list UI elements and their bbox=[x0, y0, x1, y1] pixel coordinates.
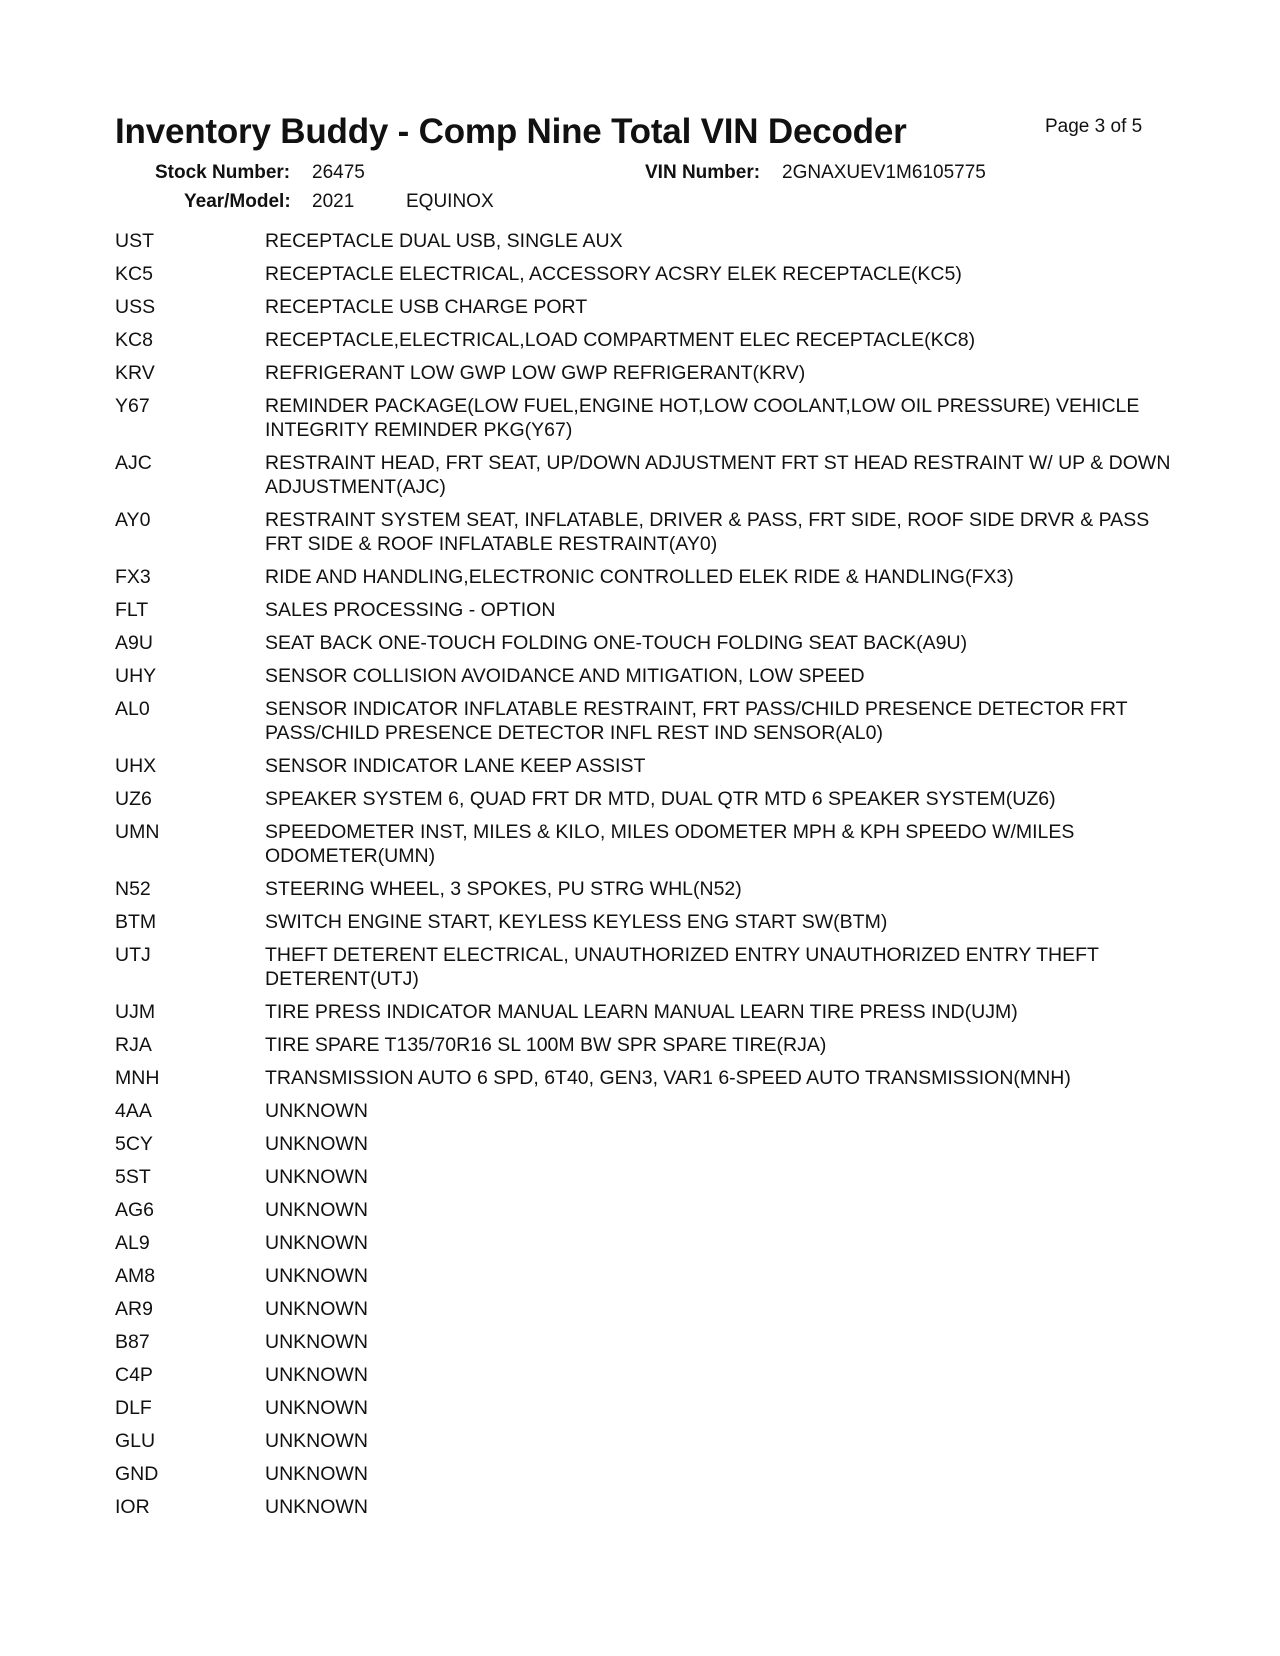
stock-number-value: 26475 bbox=[312, 162, 365, 183]
option-row bbox=[115, 910, 1175, 934]
year-value: 2021 bbox=[312, 191, 355, 212]
option-code: UTJ bbox=[115, 944, 151, 966]
option-description: UNKNOWN bbox=[265, 1100, 368, 1122]
option-description: THEFT DETERENT ELECTRICAL, UNAUTHORIZED ENTRY UNAUTHORIZED ENTRY THEFT DETERENT(UTJ) bbox=[265, 944, 1099, 990]
option-code: KC5 bbox=[115, 263, 153, 285]
option-code: AJC bbox=[115, 452, 152, 474]
option-description: UNKNOWN bbox=[265, 1430, 368, 1452]
option-row bbox=[115, 451, 1175, 499]
page-title: Inventory Buddy - Comp Nine Total VIN Decoder bbox=[115, 112, 907, 151]
option-row bbox=[115, 1033, 1175, 1057]
option-description: UNKNOWN bbox=[265, 1331, 368, 1353]
option-description: TRANSMISSION AUTO 6 SPD, 6T40, GEN3, VAR1 6-SPEED AUTO TRANSMISSION(MNH) bbox=[265, 1067, 1071, 1089]
option-code: KC8 bbox=[115, 329, 153, 351]
option-code: USS bbox=[115, 296, 156, 318]
option-description: UNKNOWN bbox=[265, 1463, 368, 1485]
option-row bbox=[115, 229, 1175, 253]
option-description: RECEPTACLE,ELECTRICAL,LOAD COMPARTMENT ELEC RECEPTACLE(KC8) bbox=[265, 329, 976, 351]
option-row bbox=[115, 1495, 1175, 1519]
option-description: UNKNOWN bbox=[265, 1496, 368, 1518]
option-row bbox=[115, 943, 1175, 991]
option-description: UNKNOWN bbox=[265, 1232, 368, 1254]
option-description: UNKNOWN bbox=[265, 1166, 368, 1188]
option-row bbox=[115, 1462, 1175, 1486]
option-description: UNKNOWN bbox=[265, 1265, 368, 1287]
option-description: SPEAKER SYSTEM 6, QUAD FRT DR MTD, DUAL QTR MTD 6 SPEAKER SYSTEM(UZ6) bbox=[265, 788, 1056, 810]
option-description: REFRIGERANT LOW GWP LOW GWP REFRIGERANT(KRV) bbox=[265, 362, 806, 384]
option-description: UNKNOWN bbox=[265, 1364, 368, 1386]
option-description: RESTRAINT HEAD, FRT SEAT, UP/DOWN ADJUSTMENT FRT ST HEAD RESTRAINT W/ UP & DOWN ADJUSTMENT(AJC) bbox=[265, 452, 1171, 498]
model-value: EQUINOX bbox=[406, 191, 494, 212]
option-row bbox=[115, 787, 1175, 811]
option-description: RECEPTACLE ELECTRICAL, ACCESSORY ACSRY ELEK RECEPTACLE(KC5) bbox=[265, 263, 962, 285]
option-code: UHX bbox=[115, 755, 157, 777]
option-row bbox=[115, 1297, 1175, 1321]
option-row bbox=[115, 1099, 1175, 1123]
stock-number-label: Stock Number: bbox=[155, 162, 291, 183]
option-code: DLF bbox=[115, 1397, 152, 1419]
option-row bbox=[115, 361, 1175, 385]
option-row bbox=[115, 1066, 1175, 1090]
option-code: GLU bbox=[115, 1430, 156, 1452]
option-row bbox=[115, 1264, 1175, 1288]
option-row bbox=[115, 754, 1175, 778]
option-row bbox=[115, 697, 1175, 745]
option-code: IOR bbox=[115, 1496, 150, 1518]
option-code: FLT bbox=[115, 599, 149, 621]
option-code: 4AA bbox=[115, 1100, 152, 1122]
option-description: SALES PROCESSING - OPTION bbox=[265, 599, 556, 621]
option-description: RIDE AND HANDLING,ELECTRONIC CONTROLLED ELEK RIDE & HANDLING(FX3) bbox=[265, 566, 1014, 588]
option-code: AM8 bbox=[115, 1265, 156, 1287]
option-code: UHY bbox=[115, 665, 157, 687]
option-row bbox=[115, 1198, 1175, 1222]
option-row bbox=[115, 1231, 1175, 1255]
option-row bbox=[115, 631, 1175, 655]
option-description: RECEPTACLE DUAL USB, SINGLE AUX bbox=[265, 230, 623, 252]
option-code: AY0 bbox=[115, 509, 151, 531]
option-row bbox=[115, 565, 1175, 589]
option-code: AG6 bbox=[115, 1199, 155, 1221]
option-description: TIRE PRESS INDICATOR MANUAL LEARN MANUAL LEARN TIRE PRESS IND(UJM) bbox=[265, 1001, 1018, 1023]
option-description: UNKNOWN bbox=[265, 1298, 368, 1320]
option-code: MNH bbox=[115, 1067, 160, 1089]
option-code: A9U bbox=[115, 632, 153, 654]
option-description: UNKNOWN bbox=[265, 1133, 368, 1155]
option-description: SENSOR COLLISION AVOIDANCE AND MITIGATION, LOW SPEED bbox=[265, 665, 865, 687]
option-code: GND bbox=[115, 1463, 159, 1485]
option-row bbox=[115, 394, 1175, 442]
option-code: RJA bbox=[115, 1034, 152, 1056]
option-row bbox=[115, 1363, 1175, 1387]
option-code: Y67 bbox=[115, 395, 150, 417]
option-code: 5CY bbox=[115, 1133, 153, 1155]
option-code: AL0 bbox=[115, 698, 150, 720]
option-row bbox=[115, 1165, 1175, 1189]
option-row bbox=[115, 295, 1175, 319]
vin-number-label: VIN Number: bbox=[645, 162, 761, 183]
option-code: AR9 bbox=[115, 1298, 153, 1320]
option-row bbox=[115, 508, 1175, 556]
option-description: UNKNOWN bbox=[265, 1199, 368, 1221]
option-code: BTM bbox=[115, 911, 157, 933]
option-code: AL9 bbox=[115, 1232, 150, 1254]
option-description: TIRE SPARE T135/70R16 SL 100M BW SPR SPARE TIRE(RJA) bbox=[265, 1034, 827, 1056]
option-code: FX3 bbox=[115, 566, 151, 588]
option-description: UNKNOWN bbox=[265, 1397, 368, 1419]
option-description: SENSOR INDICATOR INFLATABLE RESTRAINT, FRT PASS/CHILD PRESENCE DETECTOR FRT PASS/CHILD PRESENCE DETECTOR INFL REST IND SENSOR(AL0) bbox=[265, 698, 1128, 744]
option-description: SWITCH ENGINE START, KEYLESS KEYLESS ENG START SW(BTM) bbox=[265, 911, 888, 933]
option-row bbox=[115, 262, 1175, 286]
option-code: UST bbox=[115, 230, 154, 252]
option-description: SENSOR INDICATOR LANE KEEP ASSIST bbox=[265, 755, 646, 777]
vin-number-value: 2GNAXUEV1M6105775 bbox=[782, 162, 986, 183]
option-description: RECEPTACLE USB CHARGE PORT bbox=[265, 296, 588, 318]
option-code: UZ6 bbox=[115, 788, 152, 810]
option-code: N52 bbox=[115, 878, 151, 900]
option-description: STEERING WHEEL, 3 SPOKES, PU STRG WHL(N52) bbox=[265, 878, 742, 900]
option-code: 5ST bbox=[115, 1166, 151, 1188]
option-code: KRV bbox=[115, 362, 155, 384]
option-row bbox=[115, 1000, 1175, 1024]
option-code-list bbox=[115, 229, 1175, 1528]
option-row bbox=[115, 1429, 1175, 1453]
option-row bbox=[115, 1330, 1175, 1354]
option-code: B87 bbox=[115, 1331, 150, 1353]
option-description: RESTRAINT SYSTEM SEAT, INFLATABLE, DRIVER & PASS, FRT SIDE, ROOF SIDE DRVR & PASS FRT SIDE & ROOF INFLATABLE RESTRAINT(AY0) bbox=[265, 509, 1150, 555]
option-description: SPEEDOMETER INST, MILES & KILO, MILES ODOMETER MPH & KPH SPEEDO W/MILES ODOMETER(UMN) bbox=[265, 821, 1075, 867]
option-row bbox=[115, 877, 1175, 901]
option-row bbox=[115, 820, 1175, 868]
option-code: UMN bbox=[115, 821, 160, 843]
option-description: REMINDER PACKAGE(LOW FUEL,ENGINE HOT,LOW COOLANT,LOW OIL PRESSURE) VEHICLE INTEGRITY REMINDER PKG(Y67) bbox=[265, 395, 1140, 441]
year-model-label: Year/Model: bbox=[184, 191, 291, 212]
option-row bbox=[115, 1396, 1175, 1420]
option-row bbox=[115, 598, 1175, 622]
option-row bbox=[115, 1132, 1175, 1156]
option-description: SEAT BACK ONE-TOUCH FOLDING ONE-TOUCH FOLDING SEAT BACK(A9U) bbox=[265, 632, 968, 654]
option-row bbox=[115, 664, 1175, 688]
option-code: UJM bbox=[115, 1001, 156, 1023]
option-row bbox=[115, 328, 1175, 352]
option-code: C4P bbox=[115, 1364, 153, 1386]
page-number: Page 3 of 5 bbox=[1045, 116, 1143, 137]
